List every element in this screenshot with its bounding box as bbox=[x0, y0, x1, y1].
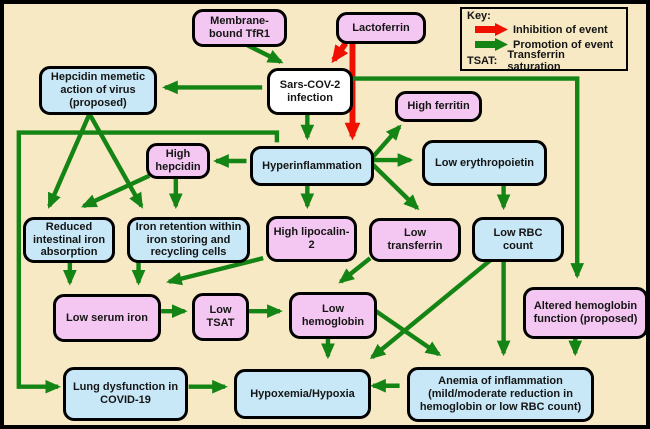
promotion-arrow-icon bbox=[474, 38, 508, 51]
node-hypoxemia: Hypoxemia/Hypoxia bbox=[234, 369, 371, 419]
node-low-serum-iron: Low serum iron bbox=[53, 294, 161, 342]
node-membrane-tfr1: Membrane-bound TfR1 bbox=[192, 9, 287, 47]
promotion-arrow-low_rbc-to-hypoxemia bbox=[372, 258, 493, 357]
node-anemia: Anemia of inflammation (mild/moderate reduction in hemoglobin or low RBC count) bbox=[407, 367, 594, 422]
node-hepcidin-memetic: Hepcidin memetic action of virus (proposed) bbox=[39, 66, 157, 115]
promotion-label: Promotion of event bbox=[513, 38, 614, 51]
node-high-lipocalin: High lipocalin-2 bbox=[266, 216, 357, 262]
tsat-abbr: TSAT: bbox=[467, 54, 498, 67]
legend-title: Key: bbox=[467, 10, 491, 22]
promotion-arrow-hyperinflammation-to-low_transferrin bbox=[370, 162, 417, 208]
node-low-transferrin: Low transferrin bbox=[369, 218, 461, 262]
node-hyperinflammation: Hyperinflammation bbox=[250, 146, 374, 186]
promotion-arrow-hepcidin_memetic-to-reduced_intestinal bbox=[49, 114, 89, 206]
inhibition-label: Inhibition of event bbox=[513, 23, 608, 36]
inhibition-arrow-lactoferrin-to-sars_cov2 bbox=[334, 43, 346, 60]
tsat-label: Transferrin saturation bbox=[507, 48, 565, 73]
node-high-ferritin: High ferritin bbox=[395, 91, 482, 122]
node-altered-hemoglobin: Altered hemoglobin function (proposed) bbox=[523, 287, 648, 339]
node-lung-dysfunction: Lung dysfunction in COVID-19 bbox=[63, 367, 188, 421]
node-high-hepcidin: High hepcidin bbox=[146, 143, 210, 179]
node-reduced-intestinal: Reduced intestinal iron absorption bbox=[23, 217, 115, 263]
legend-key bbox=[460, 7, 628, 71]
node-lactoferrin: Lactoferrin bbox=[336, 12, 426, 44]
promotion-arrow-membrane_tfr1-to-sars_cov2 bbox=[247, 45, 280, 62]
node-low-rbc: Low RBC count bbox=[472, 217, 564, 262]
node-low-hemoglobin: Low hemoglobin bbox=[289, 292, 377, 339]
node-low-tsat: Low TSAT bbox=[192, 293, 249, 341]
node-iron-retention: Iron retention within iron storing and recycling cells bbox=[127, 217, 250, 263]
node-low-erythropoietin: Low erythropoietin bbox=[422, 140, 547, 186]
promotion-arrow-hyperinflammation-to-high_ferritin bbox=[370, 127, 399, 160]
node-sars-cov2: Sars-COV-2 infection bbox=[267, 68, 353, 115]
inhibition-arrow-icon bbox=[474, 23, 508, 36]
